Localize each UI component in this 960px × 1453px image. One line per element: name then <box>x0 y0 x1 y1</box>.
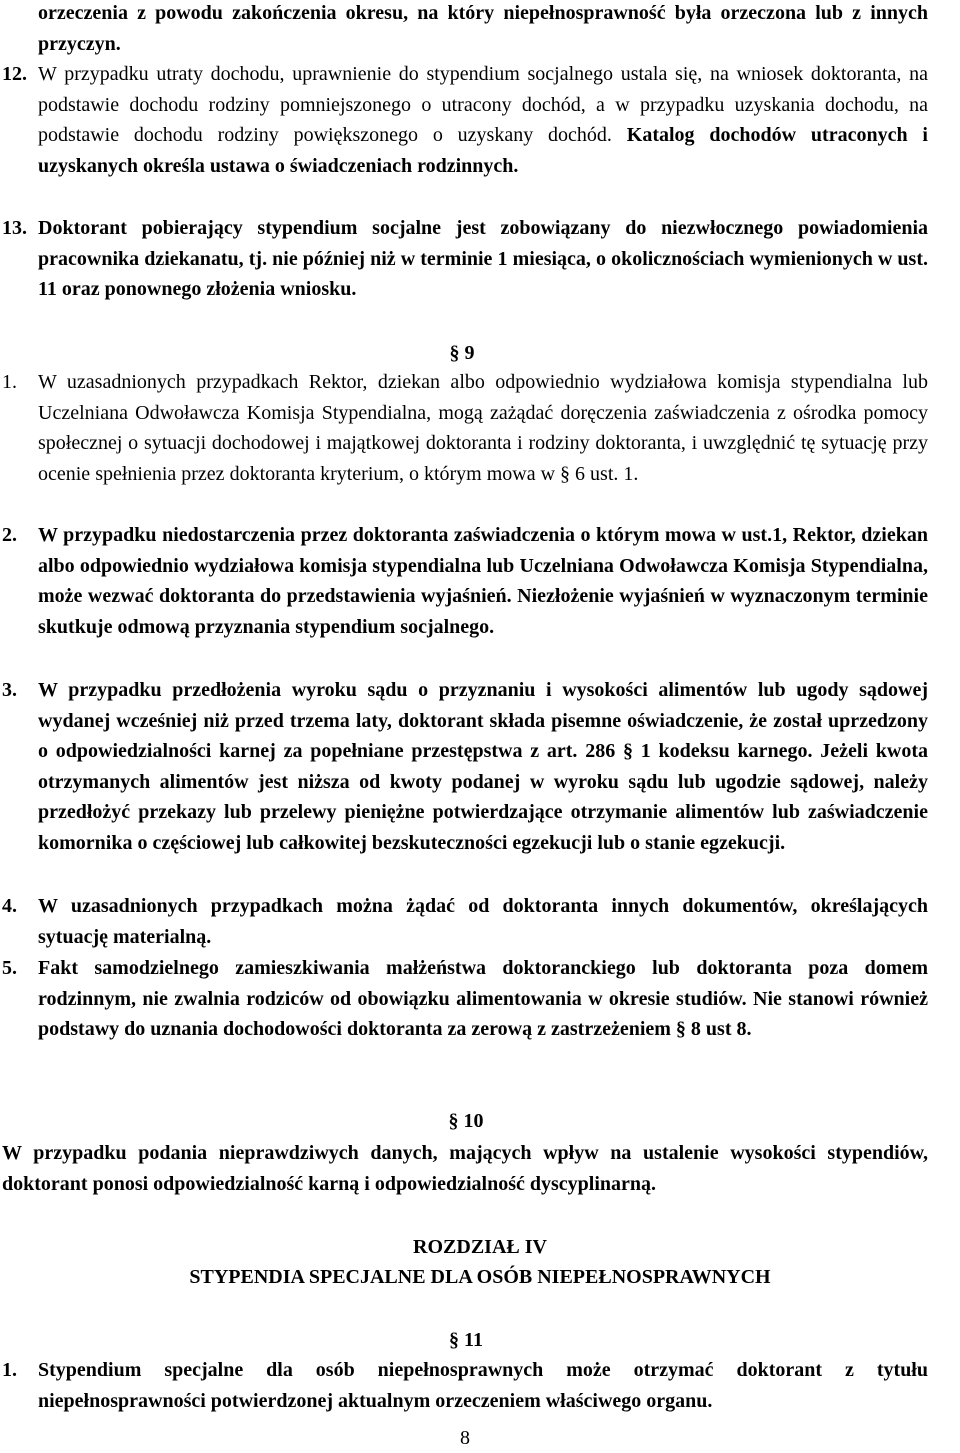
s11-item-1-text: Stypendium specjalne dla osób niepełnosprawnych może otrzymać doktorant z tytułu niepełnosprawności potwierdzonej aktualnym orzeczeniem właściwego organu. <box>38 1359 928 1412</box>
chapter-title: ROZDZIAŁ IV <box>413 1236 547 1258</box>
item-12-number: 12. <box>2 63 27 85</box>
s9-item-1-text: W uzasadnionych przypadkach Rektor, dziekan albo odpowiednio wydziałowa komisja stypendialna lub Uczelniana Odwoławcza Komisja Stypendialna, mogą zażądać doręczenia zaświadczenia z ośrodka pomocy społecznej o sytuacji dochodowej i majątkowej doktoranta i rodziny doktoranta, i uwzględnić tę sytuację przy ocenie spełnienia przez doktoranta kryterium, o którym mowa w § 6 ust. 1. <box>38 371 928 485</box>
s9-item-2-number: 2. <box>2 524 17 546</box>
item-11-continuation: orzeczenia z powodu zakończenia okresu, na który niepełnosprawność była orzeczona lub z innych przyczyn. <box>38 2 928 55</box>
item-12-text-bold: Katalog dochodów utraconych i uzyskanych określa ustawa o świadczeniach rodzinnych. <box>38 124 928 177</box>
section-10-text: W przypadku podania nieprawdziwych danych, mających wpływ na ustalenie wysokości stypendiów, doktorant ponosi odpowiedzialność karną i odpowiedzialność dyscyplinarną. <box>2 1142 928 1195</box>
s9-item-2-text: W przypadku niedostarczenia przez doktoranta zaświadczenia o którym mowa w ust.1, Rektor, dziekan albo odpowiednio wydziałowa komisja stypendialna lub Uczelniana Odwoławcza Komisja Stypendialna, może wezwać doktoranta do przedstawienia wyjaśnień. Niezłożenie wyjaśnień w wyznaczonym terminie skutkuje odmową przyznania stypendium socjalnego. <box>38 524 928 638</box>
item-12-text <box>38 59 928 181</box>
section-10-heading <box>436 1106 496 1136</box>
s9-item-4-text: W uzasadnionych przypadkach można żądać od doktoranta innych dokumentów, określających sytuację materialną. <box>38 895 928 948</box>
s11-item-1-number: 1. <box>2 1359 17 1381</box>
section-11-heading <box>436 1325 496 1355</box>
item-13-number: 13. <box>2 217 27 239</box>
section-symbol: § <box>449 342 460 364</box>
s9-item-4-number: 4. <box>2 895 17 917</box>
section-symbol: § <box>448 1110 459 1132</box>
section-symbol: § <box>449 1329 460 1351</box>
item-12-text-normal: W przypadku utraty dochodu, uprawnienie do stypendium socjalnego ustala się, na wniosek doktoranta, na podstawie dochodu rodziny pomniejszonego o utracony dochód, a w przypadku uzyskania dochodu, na podstawie dochodu rodziny powiększonego o uzyskany dochód. <box>38 63 928 146</box>
s9-item-5-text: Fakt samodzielnego zamieszkiwania małżeństwa doktoranckiego lub doktoranta poza domem rodzinnym, nie zwalnia rodziców od obowiązku alimentowania w okresie studiów. Nie stanowi również podstawy do uznania dochodowości doktoranta za zerową z zastrzeżeniem § 8 ust 8. <box>38 957 928 1040</box>
section-number: 9 <box>464 342 475 364</box>
item-13-text: Doktorant pobierający stypendium socjalne jest zobowiązany do niezwłocznego powiadomienia pracownika dziekanatu, tj. nie później niż w terminie 1 miesiąca, o okolicznościach wymienionych w ust. 11 oraz ponownego złożenia wniosku. <box>38 217 928 300</box>
s9-item-3-text: W przypadku przedłożenia wyroku sądu o przyznaniu i wysokości alimentów lub ugody sądowej wydanej wcześniej niż przed trzema laty, doktorant składa pisemne oświadczenie, że został uprzedzony o odpowiedzialności karnej za popełniane przestępstwa z art. 286 § 1 kodeksu karnego. Jeżeli kwota otrzymanych alimentów jest niższa od kwoty podanej w wyroku sądu lub ugodzie sądowej, należy przedłożyć przekazy lub przelewy pieniężne potwierdzające otrzymanie alimentów lub zaświadczenie komornika o częściowej lub całkowitej bezskuteczności egzekucji lub o stanie egzekucji. <box>38 679 928 854</box>
section-number: 10 <box>463 1110 484 1132</box>
section-9-heading <box>432 338 492 368</box>
page-number: 8 <box>460 1427 470 1449</box>
chapter-subtitle: STYPENDIA SPECJALNE DLA OSÓB NIEPEŁNOSPRAWNYCH <box>189 1266 771 1288</box>
s9-item-3-number: 3. <box>2 679 17 701</box>
section-number: 11 <box>464 1329 483 1351</box>
s9-item-5-number: 5. <box>2 957 17 979</box>
s9-item-1-number: 1. <box>2 371 17 393</box>
